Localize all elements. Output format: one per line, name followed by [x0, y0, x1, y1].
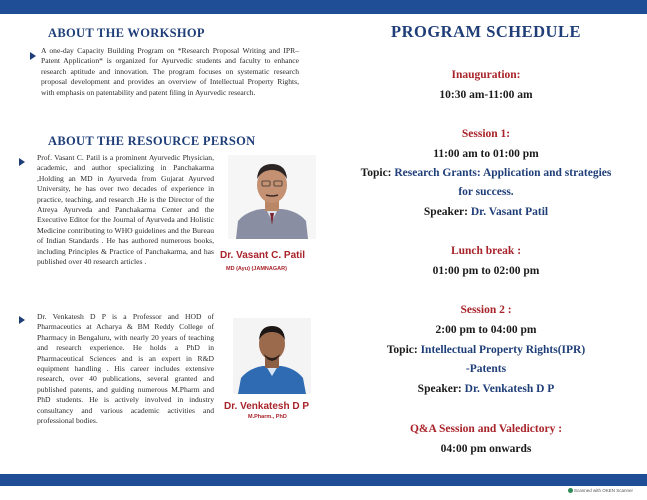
person2-bio: Dr. Venkatesh D P is a Professor and HOD of Pharmaceutics at Acharya & BM Reddy College of Pharmacy in Bengaluru, with nearly 20 years of teaching and research experience. He holds a PhD in Pharmaceutical Sciences and is an expert in R&D equipment handling . His career includes extensive research, over 40 publications, several granted and published patents, and guiding numerous M.Pharm and PhD students. He is actively involved in industry consultancy and various academic activities and professional bodies.: [37, 312, 214, 426]
speaker-label: Speaker:: [423, 206, 468, 218]
person1-credential: MD (Ayu) (JAMNAGAR): [226, 266, 287, 272]
lunch-label: Lunch break :: [450, 245, 522, 257]
qa-label: Q&A Session and Valedictory :: [409, 423, 563, 435]
session1-topic-line1: [336, 167, 636, 179]
session2-topic-line2: -Patents: [465, 363, 507, 375]
lunch-time: 01:00 pm to 02:00 pm: [432, 265, 540, 277]
scanner-logo-icon: [568, 488, 573, 493]
session1-label: Session 1:: [461, 128, 511, 140]
about-workshop-text: A one-day Capacity Building Program on *Research Proposal Writing and IPR–Patent Application* is organized for Ayurvedic students and faculty to enhance research aptitude and innovation. The program focuses on systematic research proposal development and provides an overview of Intellectual Property Rights, with emphasis on patentability and patent filing in Ayurvedic research.: [41, 46, 299, 97]
bullet-arrow-icon: [19, 158, 25, 166]
session1-time: 11:00 am to 01:00 pm: [433, 148, 539, 160]
session2-topic-line1: [336, 344, 636, 356]
bottom-band: [0, 474, 647, 486]
session1-topic: Research Grants: Application and strategies: [394, 167, 612, 179]
topic-label: Topic:: [360, 167, 392, 179]
bullet-arrow-icon: [30, 52, 36, 60]
program-schedule-title: PROGRAM SCHEDULE: [391, 22, 581, 41]
session1-speaker: Dr. Vasant Patil: [470, 206, 549, 218]
qa-time: 04:00 pm onwards: [440, 443, 532, 455]
topic-label: Topic:: [386, 344, 418, 356]
speaker-label: Speaker:: [417, 383, 462, 395]
bullet-arrow-icon: [19, 316, 25, 324]
about-resource-heading: ABOUT THE RESOURCE PERSON: [48, 134, 256, 148]
person1-bio: Prof. Vasant C. Patil is a prominent Ayurvedic Physician, academic, and author specializing in Panchakarma ,Holding an MD in Ayurveda from Gujarat Ayurved University, he has over two decades of experience in practice, teaching, and research .He is the Director of the Atreya Ayurveda and Panchakarma Center and the Executive Editor for the Journal of Ayurveda and Holistic Medicine contributing to WHO guidelines and the Bureau of Indian Standards . He has authored numerous books, including Principles & Practice of Panchakarma, and has published over 40 research articles .: [37, 153, 214, 267]
top-band: [0, 0, 647, 14]
person1-photo: [228, 155, 316, 239]
person2-photo: [233, 318, 311, 394]
scanner-watermark: Scanned with OKEN Scanner: [574, 488, 634, 493]
session2-speaker-line: [336, 383, 636, 395]
inauguration-time: 10:30 am-11:00 am: [439, 89, 533, 101]
session2-time: 2:00 pm to 04:00 pm: [435, 324, 537, 336]
session2-topic: Intellectual Property Rights(IPR): [420, 344, 586, 356]
person1-name: Dr. Vasant C. Patil: [220, 250, 306, 261]
person2-name: Dr. Venkatesh D P: [224, 401, 310, 412]
about-workshop-heading: ABOUT THE WORKSHOP: [48, 26, 205, 40]
session1-speaker-line: [336, 206, 636, 218]
session2-label: Session 2 :: [460, 304, 512, 316]
person2-credential: M.Pharm., PhD: [248, 414, 287, 420]
inauguration-label: Inauguration:: [451, 69, 521, 81]
session2-speaker: Dr. Venkatesh D P: [464, 383, 555, 395]
session1-topic-line2: for success.: [458, 186, 514, 198]
